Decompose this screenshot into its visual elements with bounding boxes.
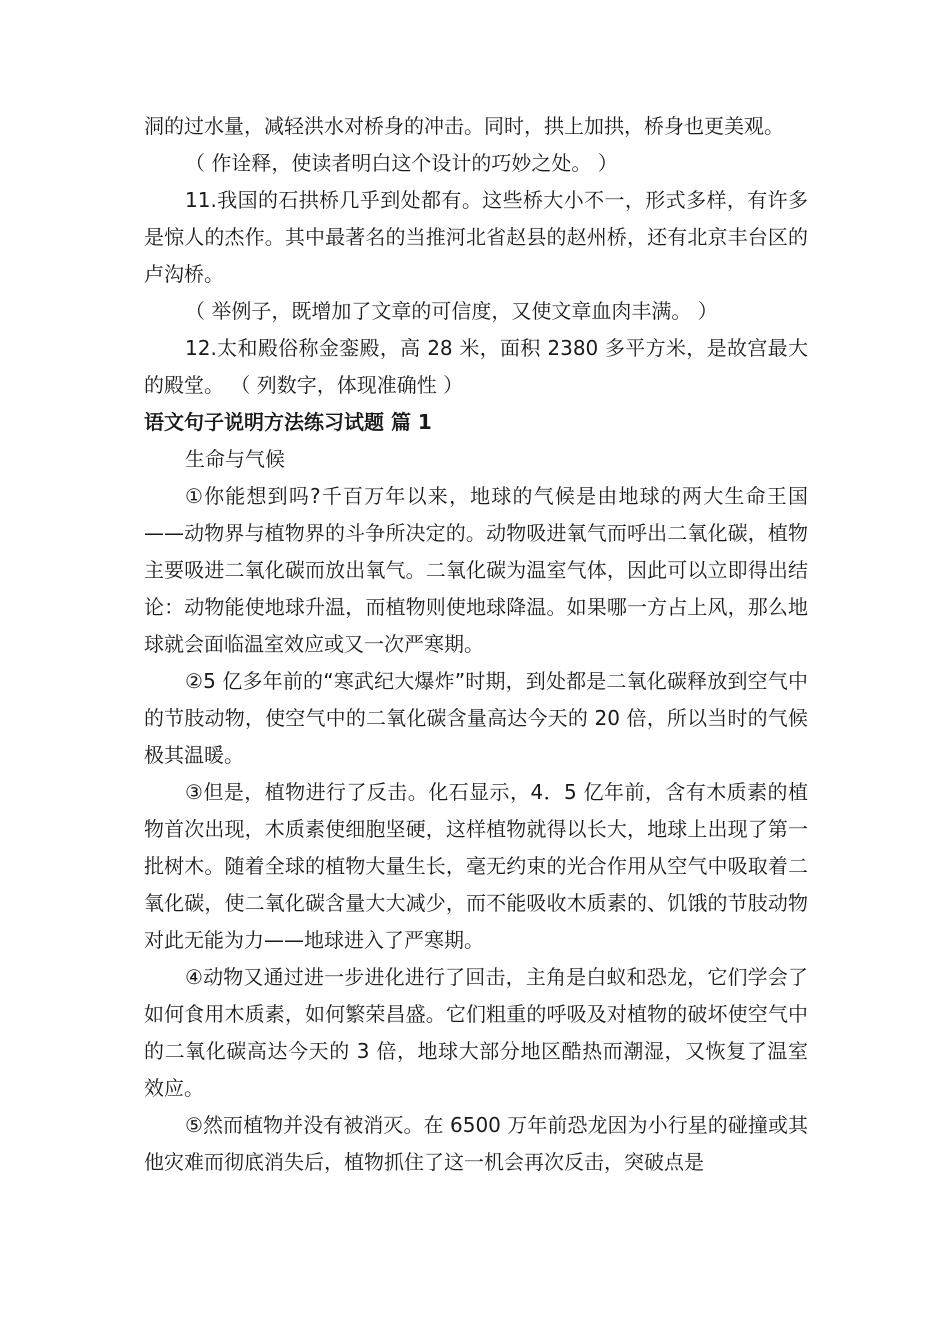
- article-paragraph-3: ③但是，植物进行了反击。化石显示，4．5 亿年前，含有木质素的植物首次出现，木质素使细胞坚硬，这样植物就得以长大，地球上出现了第一批树木。随着全球的植物大量生长，毫无约束的光合作用从空气中吸取着二氧化碳，使二氧化碳含量大大减少，而不能吸收木质素的、饥饿的节肢动物对此无能为力——地球进入了严寒期。: [144, 780, 808, 952]
- article-paragraph-5: ⑤然而植物并没有被消灭。在 6500 万年前恐龙因为小行星的碰撞或其他灾难而彻底消失后，植物抓住了这一机会再次反击，突破点是: [144, 1113, 808, 1174]
- paragraph-item-12: 12.太和殿俗称金銮殿，高 28 米，面积 2380 多平方米，是故宫最大的殿堂。 （ 列数字，体现准确性 ）: [144, 336, 808, 397]
- article-title: 生命与气候: [185, 447, 285, 471]
- article-paragraph-4: ④动物又通过进一步进化进行了回击，主角是白蚁和恐龙，它们学会了如何食用木质素，如何繁荣昌盛。它们粗重的呼吸及对植物的破坏使空气中的二氧化碳高达今天的 3 倍，地球大部分地区酷热而潮湿，又恢复了温室效应。: [144, 965, 808, 1100]
- paragraph-item-11: 11.我国的石拱桥几乎到处都有。这些桥大小不一，形式多样，有许多是惊人的杰作。其中最著名的当推河北省赵县的赵州桥，还有北京丰台区的卢沟桥。: [144, 188, 808, 286]
- section-heading: 语文句子说明方法练习试题 篇 1: [144, 410, 432, 434]
- article-paragraph-2: ②5 亿多年前的“寒武纪大爆炸”时期，到处都是二氧化碳释放到空气中的节肢动物，使空气中的二氧化碳含量高达今天的 20 倍，所以当时的气候极其温暖。: [144, 669, 808, 767]
- paragraph-continuation: 洞的过水量，减轻洪水对桥身的冲击。同时，拱上加拱，桥身也更美观。: [144, 114, 784, 138]
- article-paragraph-1: ①你能想到吗?千百万年以来，地球的气候是由地球的两大生命王国——动物界与植物界的斗争所决定的。动物吸进氧气而呼出二氧化碳，植物主要吸进二氧化碳而放出氧气。二氧化碳为温室气体，因此可以立即得出结论：动物能使地球升温，而植物则使地球降温。如果哪一方占上风，那么地球就会面临温室效应或又一次严寒期。: [144, 484, 808, 656]
- annotation-example: （ 举例子，既增加了文章的可信度，又使文章血肉丰满。 ）: [185, 299, 718, 323]
- annotation-explanation: （ 作诠释，使读者明白这个设计的巧妙之处。 ）: [185, 151, 618, 175]
- document-page: [144, 108, 808, 1181]
